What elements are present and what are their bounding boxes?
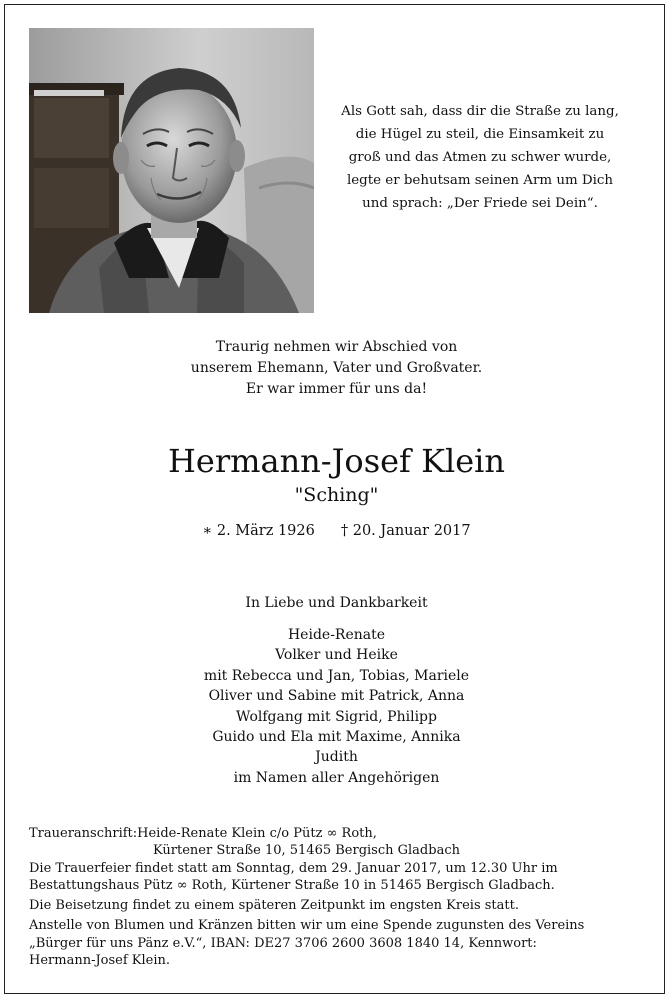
family-line: Judith <box>315 749 358 766</box>
poem-line: groß und das Atmen zu schwer wurde, <box>348 150 612 165</box>
deceased-nickname: "Sching" <box>294 484 379 506</box>
family-line: Volker und Heike <box>275 647 398 664</box>
address-line: Heide-Renate Klein c/o Pütz ∞ Roth, <box>137 826 377 841</box>
family-line: Oliver und Sabine mit Patrick, Anna <box>208 688 465 705</box>
gratitude-line: In Liebe und Dankbarkeit <box>245 595 428 611</box>
service-line: Die Trauerfeier findet statt am Sonntag, dem 29. Januar 2017, um 12.30 Uhr im <box>29 860 558 876</box>
family-line: im Namen aller Angehörigen <box>233 769 440 786</box>
deceased-name: Hermann-Josef Klein <box>168 442 505 480</box>
family-line: Wolfgang mit Sigrid, Philipp <box>236 708 437 725</box>
life-dates <box>5 520 668 542</box>
donation-line: Anstelle von Blumen und Kränzen bitten wir um eine Spende zugunsten des Vereins <box>29 918 585 934</box>
birth-date: ∗ 2. März 1926 <box>202 523 315 539</box>
family-line: mit Rebecca und Jan, Tobias, Mariele <box>203 667 470 684</box>
poem-line: Als Gott sah, dass dir die Straße zu lang, <box>341 104 619 119</box>
intro-line: Traurig nehmen wir Abschied von <box>215 339 458 355</box>
family-list <box>5 625 668 788</box>
address-label: Traueranschrift: <box>29 826 138 841</box>
intro-line: unserem Ehemann, Vater und Großvater. <box>190 360 483 376</box>
poem-text <box>323 100 637 215</box>
address-row <box>29 825 646 842</box>
poem-line: und sprach: „Der Friede sei Dein“. <box>362 196 598 211</box>
intro-line: Er war immer für uns da! <box>245 381 428 397</box>
portrait-photo <box>29 28 314 313</box>
poem-line: die Hügel zu steil, die Einsamkeit zu <box>355 127 605 142</box>
donation-line: Hermann-Josef Klein. <box>29 953 171 969</box>
portrait-image <box>29 28 314 313</box>
poem-line: legte er behutsam seinen Arm um Dich <box>346 173 614 188</box>
family-line: Guido und Ela mit Maxime, Annika <box>212 729 461 746</box>
burial-line: Die Beisetzung findet zu einem späteren Zeitpunkt im engsten Kreis statt. <box>29 898 519 914</box>
family-line: Heide-Renate <box>287 627 386 643</box>
address-line: Kürtener Straße 10, 51465 Bergisch Gladbach <box>153 843 460 859</box>
service-line: Bestattungshaus Pütz ∞ Roth, Kürtener Straße 10 in 51465 Bergisch Gladbach. <box>29 877 555 893</box>
info-block <box>29 825 646 969</box>
intro-text <box>5 337 668 400</box>
death-date: † 20. Januar 2017 <box>340 523 471 539</box>
obituary-frame <box>4 4 665 994</box>
donation-line: „Bürger für uns Pänz e.V.“, IBAN: DE27 3706 2600 3608 1840 14, Kennwort: <box>29 935 537 951</box>
